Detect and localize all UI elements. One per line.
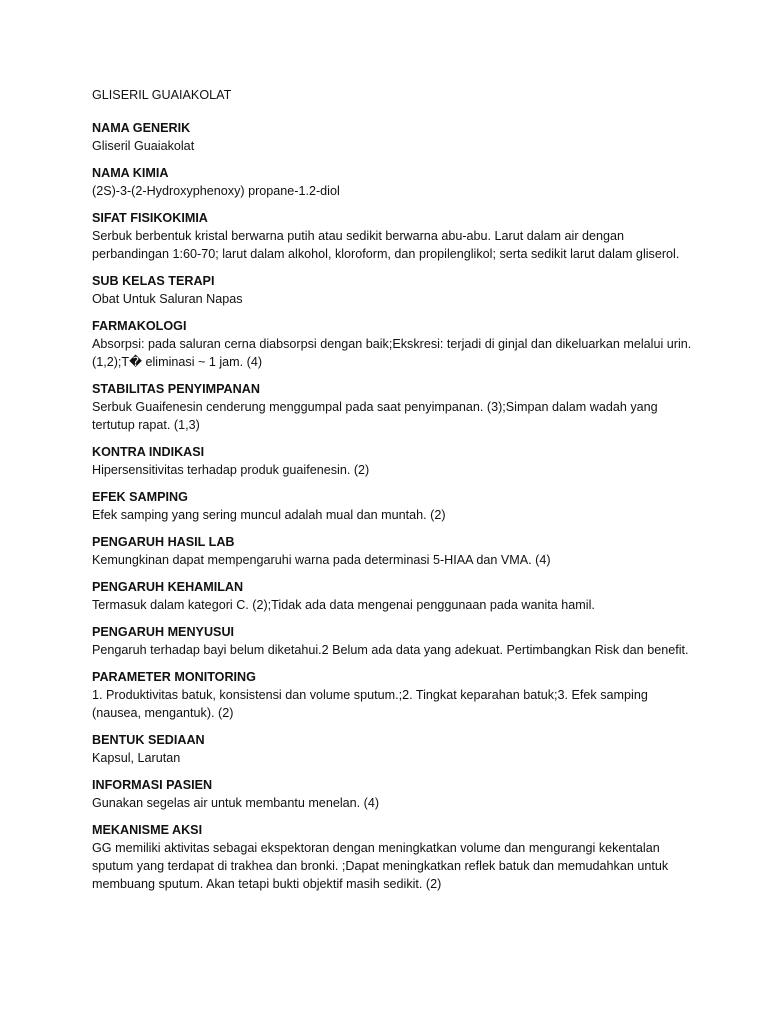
section-body: Kemungkinan dapat mempengaruhi warna pada determinasi 5-HIAA dan VMA. (4) — [92, 553, 551, 567]
section-body: Gunakan segelas air untuk membantu menelan. (4) — [92, 796, 380, 810]
section-informasi-pasien — [92, 776, 692, 812]
section-heading: SUB KELAS TERAPI — [92, 274, 215, 288]
section-body: Hipersensitivitas terhadap produk guaifenesin. (2) — [92, 463, 370, 477]
section-pengaruh-hasil-lab — [92, 533, 692, 569]
section-body: 1. Produktivitas batuk, konsistensi dan volume sputum.;2. Tingkat keparahan batuk;3. Efek samping (nausea, mengantuk). (2) — [92, 688, 648, 720]
section-pengaruh-kehamilan — [92, 578, 692, 614]
section-heading: PENGARUH KEHAMILAN — [92, 580, 244, 594]
section-stabilitas-penyimpanan — [92, 380, 692, 434]
section-efek-samping — [92, 488, 692, 524]
section-body: Termasuk dalam kategori C. (2);Tidak ada data mengenai penggunaan pada wanita hamil. — [92, 598, 595, 612]
section-pengaruh-menyusui — [92, 623, 692, 659]
section-heading: INFORMASI PASIEN — [92, 778, 213, 792]
section-kontra-indikasi — [92, 443, 692, 479]
section-heading: EFEK SAMPING — [92, 490, 188, 504]
section-body: Serbuk Guaifenesin cenderung menggumpal pada saat penyimpanan. (3);Simpan dalam wadah yang tertutup rapat. (1,3) — [92, 400, 658, 432]
section-sub-kelas-terapi — [92, 272, 692, 308]
section-heading: NAMA GENERIK — [92, 121, 191, 135]
section-heading: KONTRA INDIKASI — [92, 445, 205, 459]
section-heading: BENTUK SEDIAAN — [92, 733, 205, 747]
section-heading: MEKANISME AKSI — [92, 823, 203, 837]
section-body: Gliseril Guaiakolat — [92, 139, 195, 153]
document-page — [92, 86, 692, 902]
section-sifat-fisikokimia — [92, 209, 692, 263]
section-heading: FARMAKOLOGI — [92, 319, 187, 333]
section-parameter-monitoring — [92, 668, 692, 722]
section-mekanisme-aksi — [92, 821, 692, 893]
section-body: Efek samping yang sering muncul adalah mual dan muntah. (2) — [92, 508, 446, 522]
section-body: (2S)-3-(2-Hydroxyphenoxy) propane-1.2-diol — [92, 184, 340, 198]
section-nama-kimia — [92, 164, 692, 200]
section-body: Pengaruh terhadap bayi belum diketahui.2 Belum ada data yang adekuat. Pertimbangkan Risk dan benefit. — [92, 643, 689, 657]
section-farmakologi — [92, 317, 692, 371]
section-heading: PARAMETER MONITORING — [92, 670, 256, 684]
section-heading: NAMA KIMIA — [92, 166, 169, 180]
section-heading: PENGARUH MENYUSUI — [92, 625, 235, 639]
section-heading: STABILITAS PENYIMPANAN — [92, 382, 260, 396]
section-nama-generik — [92, 119, 692, 155]
section-body: GG memiliki aktivitas sebagai ekspektoran dengan meningkatkan volume dan mengurangi kekentalan sputum yang terdapat di trakhea dan bronki. ;Dapat meningkatkan reflek batuk dan memudahkan untuk membuang sputum. Akan tetapi bukti objektif masih sedikit. (2) — [92, 841, 669, 891]
section-heading: PENGARUH HASIL LAB — [92, 535, 235, 549]
section-bentuk-sediaan — [92, 731, 692, 767]
document-title: GLISERIL GUAIAKOLAT — [92, 88, 232, 102]
section-body: Serbuk berbentuk kristal berwarna putih atau sedikit berwarna abu-abu. Larut dalam air dengan perbandingan 1:60-70; larut dalam alkohol, kloroform, dan propilenglikol; serta sedikit larut dalam gliserol. — [92, 229, 680, 261]
section-body: Obat Untuk Saluran Napas — [92, 292, 243, 306]
section-body: Absorpsi: pada saluran cerna diabsorpsi dengan baik;Ekskresi: terjadi di ginjal dan dikeluarkan melalui urin. (1,2);T� eliminasi ~ 1 jam. (4) — [92, 337, 692, 369]
section-heading: SIFAT FISIKOKIMIA — [92, 211, 208, 225]
section-body: Kapsul, Larutan — [92, 751, 181, 765]
